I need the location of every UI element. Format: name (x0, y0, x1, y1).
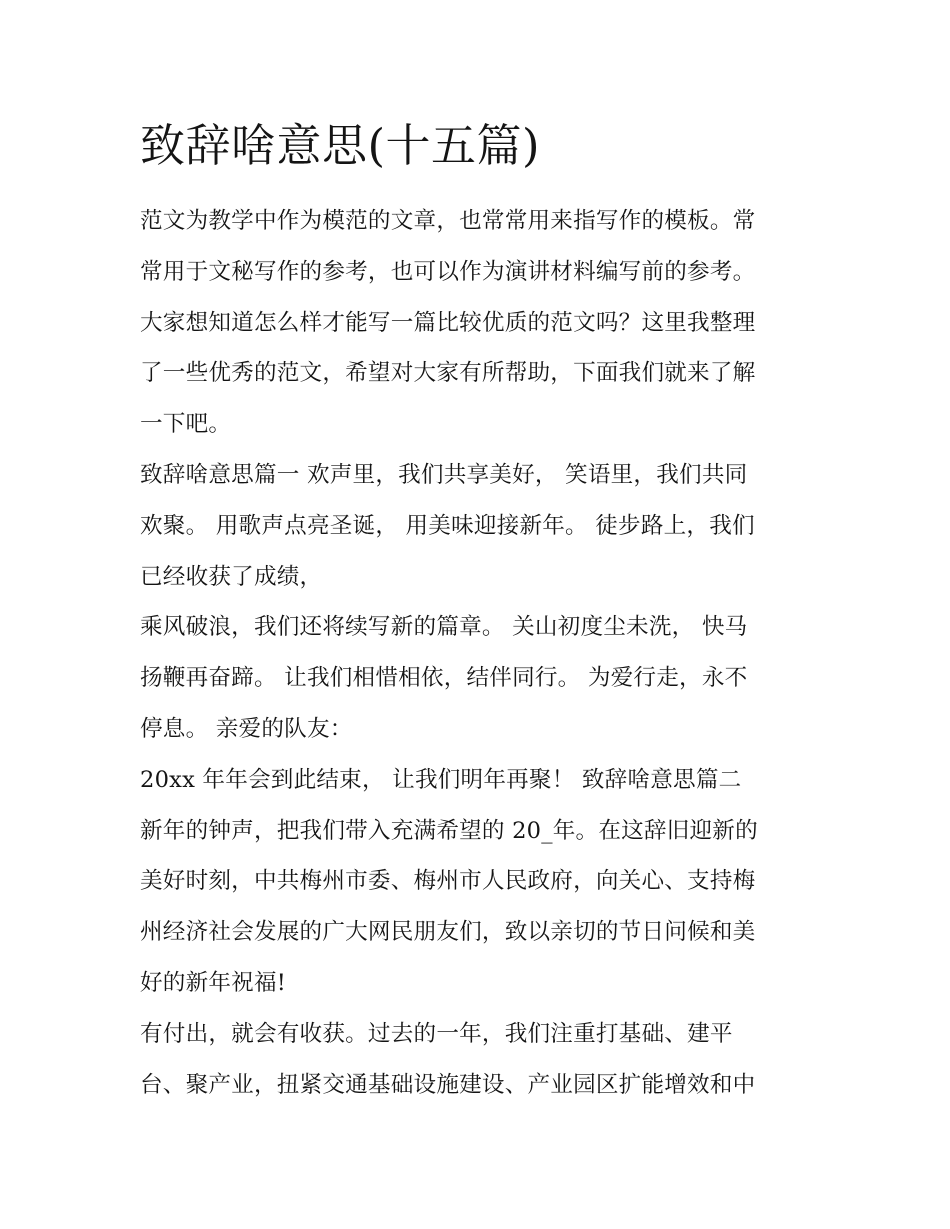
text-line: 乘风破浪，我们还将续写新的篇章。 关山初度尘未洗， 快马 (140, 614, 748, 641)
text-line: 州经济社会发展的广大网民朋友们，致以亲切的节日问候和美 (140, 919, 756, 946)
text-line: 好的新年祝福! (140, 969, 287, 996)
text-line: 了一些优秀的范文，希望对大家有所帮助，下面我们就来了解 (140, 360, 756, 387)
text-line: 大家想知道怎么样才能写一篇比较优质的范文吗？这里我整理 (140, 309, 756, 336)
text-line: 扬鞭再奋蹄。 让我们相惜相依，结伴同行。 为爱行走，永不 (140, 665, 748, 692)
text-line: 新年的钟声，把我们带入充满希望的 20_年。在这辞旧迎新的 (140, 817, 758, 844)
text-line: 致辞啥意思篇一 欢声里，我们共享美好， 笑语里，我们共同 (140, 461, 748, 488)
text-line: 一下吧。 (140, 411, 232, 438)
text-line: 美好时刻，中共梅州市委、梅州市人民政府，向关心、支持梅 (140, 868, 756, 895)
text-line: 停息。 亲爱的队友： (140, 715, 353, 742)
document-body (140, 196, 820, 1110)
text-line: 有付出，就会有收获。过去的一年，我们注重打基础、建平 (140, 1020, 733, 1047)
text-line: 欢聚。 用歌声点亮圣诞， 用美味迎接新年。 徒步路上，我们 (140, 512, 755, 539)
text-line: 范文为教学中作为模范的文章，也常常用来指写作的模板。常 (140, 208, 756, 234)
text-line: 台、聚产业，扭紧交通基础设施建设、产业园区扩能增效和中 (140, 1071, 756, 1098)
text-line: 20xx 年年会到此结束， 让我们明年再聚！ 致辞啥意思篇二 (140, 766, 742, 793)
document-title: 致辞啥意思(十五篇) (140, 119, 541, 172)
text-line: 常用于文秘写作的参考，也可以作为演讲材料编写前的参考。 (140, 258, 756, 285)
text-line: 已经收获了成绩， (140, 563, 323, 590)
